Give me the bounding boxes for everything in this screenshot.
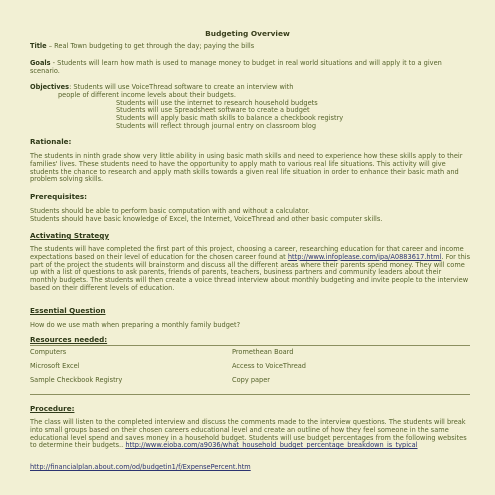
title-text: – Real Town budgeting to get through the day; paying the bills (46, 42, 255, 50)
procedure-heading: Procedure: (30, 404, 75, 413)
document-title: Budgeting Overview (205, 29, 290, 38)
resource-item: Access to VoiceThread (232, 362, 306, 370)
objective-item-4: Students will apply basic math skills to balance a checkbook registry (116, 114, 344, 123)
goals-label: Goals (30, 59, 51, 67)
resource-item: Sample Checkbook Registry (30, 376, 123, 384)
prerequisites-heading: Prerequisites: (30, 192, 88, 201)
prerequisite-line-1: Students should be able to perform basic computation with and without a calculator. (30, 207, 310, 215)
activating-strategy-text (30, 246, 470, 293)
financialplan-link[interactable]: http://financialplan.about.com/od/budgetin1/f/ExpensePercent.htm (30, 463, 251, 471)
rationale-heading: Rationale: (30, 137, 72, 146)
final-link-line (30, 464, 470, 472)
prerequisites-block (30, 208, 470, 224)
activating-text-end: . For this part of the project the students will brainstorm and discuss all the different areas where their parents spend money. They will come up with a list of questions to ask parents, friends of parents, teachers, business partners and community leaders about their monthly budgets. The students will then create a voice thread interview about monthly budgeting and invite people to the interview based on their different levels of education. (30, 252, 471, 292)
objective-item-5: Students will reflect through journal entry on classroom blog (116, 121, 317, 130)
resource-item: Promethean Board (232, 348, 294, 356)
resource-item: Computers (30, 348, 67, 356)
rationale-text: The students in ninth grade show very little ability in using basic math skills and need to experience how these skills apply to their families' lives. These students need to have the opportunity to apply math to various real life situations. This activity will give students the chance to research and apply math skills towards a given real life situation in order to enhance their basic math and problem solving skills. (30, 152, 463, 184)
objectives-block (30, 84, 470, 131)
objective-item-1: : Students will use VoiceThread software to create an interview with (69, 83, 294, 91)
resources-top-rule (30, 345, 470, 346)
resources-left-column (30, 349, 122, 391)
resources-right-column (232, 349, 306, 391)
title-line (30, 43, 470, 51)
activating-text-start: The students will have completed the first part of this project, choosing a career, researching education for that career and income expectations based on their level of education for the chosen career found at (30, 245, 464, 261)
essential-question-heading: Essential Question (30, 306, 106, 315)
activating-strategy-heading: Activating Strategy (30, 231, 110, 240)
resources-bottom-rule (30, 394, 470, 395)
objective-item-3: Students will use Spreadsheet software to create a budget (116, 106, 310, 115)
procedure-text (30, 419, 470, 450)
goals-text: - Students will learn how math is used to manage money to budget in real world situations and will apply it to a given scenario. (30, 59, 442, 75)
prerequisite-line-2: Students should have basic knowledge of Excel, the Internet, VoiceThread and other basic computer skills. (30, 214, 383, 223)
objective-item-2: Students will use the internet to research household budgets (116, 98, 318, 107)
procedure-text-start: The class will listen to the completed interview and discuss the comments made to the interview questions. The students will break into small groups based on their chosen careers educational level and create an outline of how they feel someone in the same educational level spend and saves money in a household budget. Students will use budget percentages from the following websites to determine their budgets.. (30, 418, 467, 450)
objectives-label: Objectives (30, 83, 70, 91)
title-label: Title (30, 42, 47, 50)
resources-heading: Resources needed: (30, 335, 108, 344)
resource-item: Copy paper (232, 376, 271, 384)
infoplease-link[interactable]: http://www.infoplease.com/ipa/A0883617.html (287, 252, 442, 261)
goals-paragraph (30, 60, 470, 76)
eioba-link[interactable]: http://www.eioba.com/a9036/what_household_budget_percentage_breakdown_is_typical (125, 441, 418, 450)
resource-item: Microsoft Excel (30, 362, 80, 370)
objective-item-1-cont: people of different income levels about their budgets. (58, 90, 236, 99)
essential-question-text: How do we use math when preparing a monthly family budget? (30, 321, 241, 329)
